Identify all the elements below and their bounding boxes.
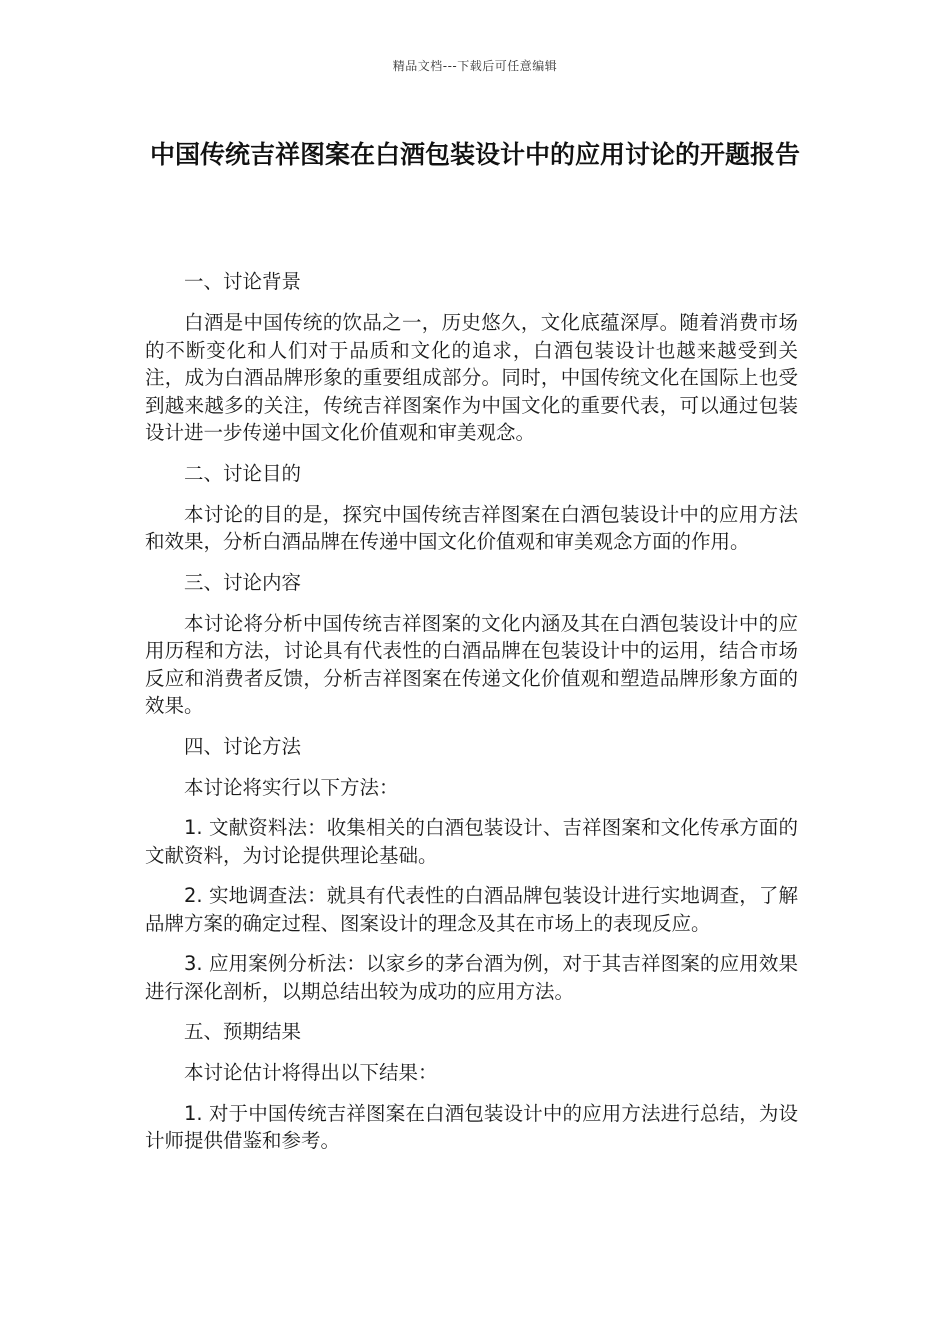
paragraph-background: 白酒是中国传统的饮品之一，历史悠久，文化底蕴深厚。随着消费市场的不断变化和人们对于品质和文化的追求，白酒包装设计也越来越受到关注，成为白酒品牌形象的重要组成部分。同时，中国传统文化在国际上也受到越来越多的关注，传统吉祥图案作为中国文化的重要代表，可以通过包装设计进一步传递中国文化价值观和审美观念。: [145, 311, 798, 444]
document-title: 中国传统吉祥图案在白酒包装设计中的应用讨论的开题报告: [149, 140, 800, 169]
list-item-method-3: 3. 应用案例分析法：以家乡的茅台酒为例，对于其吉祥图案的应用效果进行深化剖析，以期总结出较为成功的应用方法。: [145, 952, 798, 1003]
section-heading-purpose: 二、讨论目的: [184, 461, 302, 485]
list-item-method-1: 1. 文献资料法：收集相关的白酒包装设计、吉祥图案和文化传承方面的文献资料，为讨论提供理论基础。: [145, 816, 798, 867]
paragraph-methods-intro: 本讨论将实行以下方法：: [184, 775, 399, 799]
document-body: [145, 268, 798, 1168]
page-header: 精品文档---下载后可任意编辑: [392, 59, 558, 73]
section-heading-methods: 四、讨论方法: [184, 734, 302, 758]
paragraph-purpose: 本讨论的目的是，探究中国传统吉祥图案在白酒包装设计中的应用方法和效果，分析白酒品牌在传递中国文化价值观和审美观念方面的作用。: [145, 502, 798, 553]
list-item-result-1: 1. 对于中国传统吉祥图案在白酒包装设计中的应用方法进行总结，为设计师提供借鉴和参考。: [145, 1101, 798, 1152]
paragraph-content: 本讨论将分析中国传统吉祥图案的文化内涵及其在白酒包装设计中的应用历程和方法，讨论具有代表性的白酒品牌在包装设计中的运用，结合市场反应和消费者反馈，分析吉祥图案在传递文化价值观和塑造品牌形象方面的效果。: [145, 611, 798, 717]
paragraph-results-intro: 本讨论估计将得出以下结果：: [184, 1061, 438, 1084]
section-heading-background: 一、讨论背景: [184, 270, 302, 293]
list-item-method-2: 2. 实地调查法：就具有代表性的白酒品牌包装设计进行实地调查，了解品牌方案的确定过程、图案设计的理念及其在市场上的表现反应。: [145, 884, 798, 935]
section-heading-content: 三、讨论内容: [184, 570, 302, 594]
section-heading-results: 五、预期结果: [184, 1020, 302, 1043]
